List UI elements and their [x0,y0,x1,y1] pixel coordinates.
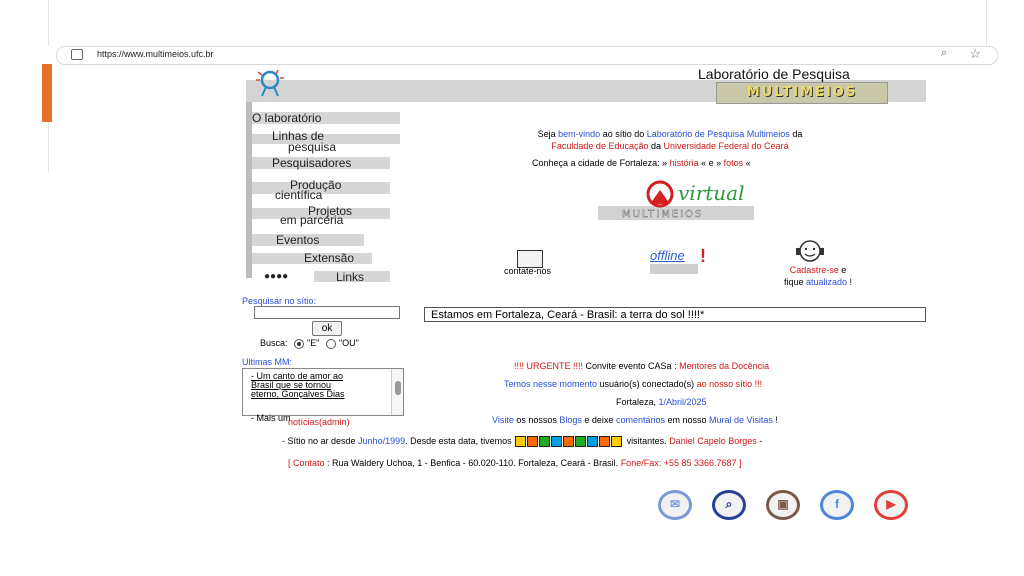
email-social-icon[interactable]: ✉ [658,490,692,520]
counter-digit [515,436,526,447]
site-info-icon[interactable] [71,49,83,60]
facebook-social-icon[interactable]: f [820,490,854,520]
atualizado-link[interactable]: atualizado [805,277,848,287]
menu-item-projetos[interactable]: Projetos [308,204,353,218]
counter-digit [539,436,550,447]
counter-digit [575,436,586,447]
marquee-banner: Estamos em Fortaleza, Ceará - Brasil: a terra do sol !!!!* [424,307,926,322]
contato-link[interactable]: Contato [293,458,325,468]
phone-label: Fone/Fax: [620,458,662,468]
lab-link[interactable]: Laboratório de Pesquisa Multimeios [646,129,790,139]
offline-text: offline [650,248,685,263]
browser-content-frame [48,0,987,46]
urgent-text: Convite evento CASa : [583,361,680,371]
online-text: ao nosso sítio !!! [696,379,763,389]
address-bar[interactable] [56,46,998,65]
universidade-link[interactable]: Universidade Federal do Ceará [663,141,789,151]
city-text: « [743,158,751,168]
menu-item-linhas-2[interactable]: pesquisa [288,140,337,154]
exclamation-icon: ! [700,246,706,266]
radio-ou-label: "OU" [338,338,359,348]
visit-text: os nossos [513,415,560,425]
menu-item-projetos-2[interactable]: em parceria [280,213,344,227]
offline-logo[interactable] [646,246,708,276]
news-item[interactable] [251,372,361,399]
offline-bar [650,264,698,274]
comentarios-link[interactable]: comentários [615,415,665,425]
since-text: - [756,436,763,446]
virtual-logo-script: virtual [678,181,745,205]
counter-digit [551,436,562,447]
mural-link[interactable]: Mural de Visitas [709,415,773,425]
search-social-icon[interactable]: ⌕ [712,490,746,520]
side-accent-tab [42,64,52,122]
news-scrollbar[interactable] [391,369,403,415]
online-text: Temos nesse momento [504,379,598,389]
smiley-headset-icon[interactable] [790,238,830,264]
online-line [504,379,762,389]
visit-text: em nosso [664,415,709,425]
cadastre-link[interactable]: Cadastre-se [789,265,839,275]
menu-item-links[interactable]: Links [336,270,365,284]
visit-line [492,415,778,425]
fotos-link[interactable]: fotos [723,158,744,168]
welcome-text-part: ao sítio do [600,129,647,139]
mentores-link[interactable]: Mentores da Docência [679,361,770,371]
busca-label: Busca: [260,338,288,348]
since-text: . Desde esta data, tivemos [405,436,515,446]
radio-ou[interactable] [326,339,336,349]
lab-title: Laboratório de Pesquisa [698,66,850,82]
welcome-text [500,128,840,152]
urgent-label: !!!! URGENTE !!!! [514,361,584,371]
search-mode [260,338,359,349]
youtube-social-icon[interactable]: ▶ [874,490,908,520]
bookmark-star-icon[interactable]: ☆ [969,46,981,61]
welcome-text-part: da [648,141,664,151]
since-line [282,436,762,447]
virtual-logo-caption: MULTIMEIOS [622,209,704,220]
dots-icon: ●●●● [264,271,289,282]
menu-item-producao-2[interactable]: científica [275,188,323,202]
author-link[interactable]: Daniel Capelo Borges [669,436,757,446]
date-line [616,397,707,407]
visit-link[interactable]: Visite [492,415,514,425]
menu-item-eventos[interactable]: Eventos [276,233,320,247]
city-text: Conheça a cidade de Fortaleza: » [532,158,670,168]
counter-digit [611,436,622,447]
address-bracket: [ [288,458,294,468]
search-label: Pesquisar no sítio: [242,296,317,306]
address-bracket: ] [736,458,742,468]
signup-text-part: ! [847,277,853,287]
counter-digit [563,436,574,447]
url-text[interactable]: https://www.multimeios.ufc.br [97,49,214,59]
faculdade-link[interactable]: Faculdade de Educação [551,141,649,151]
since-text: visitantes. [624,436,670,446]
radio-e-label: "E" [307,338,320,348]
menu-item-producao[interactable]: Produção [290,178,342,192]
welcome-text-part: da [789,129,803,139]
search-input[interactable] [254,306,400,319]
lightbulb-logo-icon[interactable] [248,66,288,102]
counter-digit [527,436,538,447]
visitor-counter [515,436,623,447]
site-page [242,64,932,524]
search-ok-button[interactable]: ok [312,321,342,336]
radio-e[interactable] [294,339,304,349]
news-item-link[interactable]: - Um canto de amor ao Brasil que se tornou eterno, Gonçalves Dias [251,371,345,399]
signup-text [770,264,866,288]
menu-item-laboratorio[interactable]: O laboratório [252,111,322,125]
blogs-link[interactable]: Blogs [559,415,582,425]
date-city: Fortaleza, [616,397,659,407]
address-line [288,458,742,468]
virtual-multimeios-logo[interactable] [598,176,754,226]
bem-vindo-link[interactable]: bem-vindo [558,129,601,139]
news-scroll-thumb[interactable] [395,381,401,395]
photo-social-icon[interactable]: ▣ [766,490,800,520]
date-value: 1/Abril/2025 [658,397,707,407]
news-item[interactable]: - Mais um [251,413,291,423]
contact-label[interactable]: contate-nos [504,266,552,276]
menu-item-linhas[interactable]: Linhas de [272,129,325,143]
multimeios-brand-logo: MULTIMEIOS [716,82,888,104]
online-text: usuário(s) conectado(s) [597,379,697,389]
menu-item-extensao[interactable]: Extensão [304,251,355,265]
city-text: « e » [698,158,724,168]
visit-text: ! [772,415,778,425]
news-label: Ultimas MM: [242,357,292,367]
counter-digit [599,436,610,447]
fortaleza-line [532,158,751,168]
counter-digit [587,436,598,447]
menu-item-pesquisadores[interactable]: Pesquisadores [272,156,352,170]
since-text: - Sítio no ar desde [282,436,359,446]
phone-number: +55 85 3366.7687 [661,458,737,468]
zoom-icon[interactable]: ⌕ [940,47,947,59]
urgent-line [514,361,769,371]
address-text: : Rua Waldery Uchoa, 1 - Benfica - 60.020-110. Fortaleza, Ceará - Brasil. [324,458,621,468]
signup-text-part: fique [783,277,806,287]
welcome-text-part: Seja [537,129,559,139]
historia-link[interactable]: história [669,158,699,168]
visit-text: e deixe [581,415,616,425]
since-date: Junho/1999 [358,436,406,446]
signup-text-part: e [838,265,847,275]
noticias-admin-link[interactable]: notícias(admin) [288,417,350,427]
